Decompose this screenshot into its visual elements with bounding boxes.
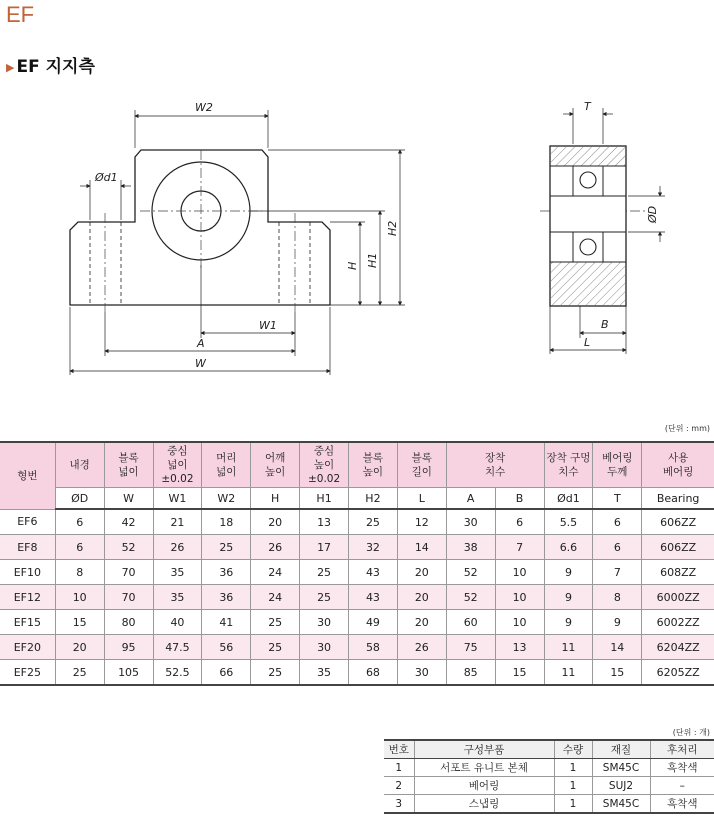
table-cell: 25 bbox=[251, 635, 300, 660]
table-cell: 5.5 bbox=[544, 509, 593, 535]
spec-header-11: 장착 구멍 치수 bbox=[544, 442, 593, 488]
table-cell: 13 bbox=[300, 509, 349, 535]
table-cell: 6 bbox=[55, 535, 104, 560]
table-cell: 41 bbox=[202, 610, 251, 635]
side-view bbox=[550, 146, 626, 306]
dim-label-h: H bbox=[346, 261, 359, 270]
section-title bbox=[6, 52, 95, 77]
table-cell: 70 bbox=[104, 585, 153, 610]
table-cell: 스냅링 bbox=[414, 795, 554, 814]
table-cell: 1 bbox=[554, 759, 592, 777]
section-title-text: EF 지지측 bbox=[16, 57, 95, 77]
spec-subheader-8: L bbox=[397, 488, 446, 510]
spec-header-mount: 장착 치수 bbox=[446, 442, 544, 488]
table-cell: 9 bbox=[593, 610, 642, 635]
spec-header-6: 중심 높이 ±0.02 bbox=[300, 442, 349, 488]
table-cell: 30 bbox=[446, 509, 495, 535]
table-cell: 10 bbox=[55, 585, 104, 610]
table-cell: EF25 bbox=[0, 660, 55, 686]
table-cell: 1 bbox=[384, 759, 414, 777]
spec-subheader-3: W1 bbox=[153, 488, 202, 510]
table-cell: 32 bbox=[349, 535, 398, 560]
table-cell: SM45C bbox=[592, 795, 650, 814]
table-cell: EF6 bbox=[0, 509, 55, 535]
table-cell: 52.5 bbox=[153, 660, 202, 686]
table-cell: 42 bbox=[104, 509, 153, 535]
table-cell: 20 bbox=[397, 585, 446, 610]
dim-label-w2: W2 bbox=[195, 101, 213, 114]
table-cell: 24 bbox=[251, 560, 300, 585]
table-row bbox=[0, 560, 714, 585]
table-cell: 35 bbox=[153, 585, 202, 610]
dim-label-w1: W1 bbox=[259, 319, 277, 332]
parts-header: 후처리 bbox=[650, 740, 714, 759]
table-cell: 40 bbox=[153, 610, 202, 635]
table-row bbox=[0, 509, 714, 535]
spec-header-12: 베어링 두께 bbox=[593, 442, 642, 488]
table-cell: 11 bbox=[544, 635, 593, 660]
spec-header-3: 중심 넓이 ±0.02 bbox=[153, 442, 202, 488]
table-cell: 17 bbox=[300, 535, 349, 560]
table-cell: 15 bbox=[495, 660, 544, 686]
table-cell: 95 bbox=[104, 635, 153, 660]
table-cell: 6 bbox=[593, 509, 642, 535]
table-cell: 68 bbox=[349, 660, 398, 686]
table-cell: 20 bbox=[397, 560, 446, 585]
spec-subheader-10: B bbox=[495, 488, 544, 510]
table-cell: 6000ZZ bbox=[642, 585, 714, 610]
table-cell: 25 bbox=[251, 660, 300, 686]
table-cell: 6205ZZ bbox=[642, 660, 714, 686]
table-cell: 흑착색 bbox=[650, 759, 714, 777]
table-row bbox=[0, 585, 714, 610]
table-cell: 10 bbox=[495, 610, 544, 635]
spec-subheader-4: W2 bbox=[202, 488, 251, 510]
spec-subheader-6: H1 bbox=[300, 488, 349, 510]
spec-subheader-5: H bbox=[251, 488, 300, 510]
table-cell: 49 bbox=[349, 610, 398, 635]
spec-subheader-12: T bbox=[593, 488, 642, 510]
spec-subheader-7: H2 bbox=[349, 488, 398, 510]
table-cell: 606ZZ bbox=[642, 535, 714, 560]
table-cell: 10 bbox=[495, 560, 544, 585]
table-cell: EF12 bbox=[0, 585, 55, 610]
table-cell: 608ZZ bbox=[642, 560, 714, 585]
table-cell: 9 bbox=[544, 560, 593, 585]
unit-label-main: (단위 : mm) bbox=[664, 424, 710, 433]
dim-label-w: W bbox=[195, 357, 206, 370]
parts-header: 번호 bbox=[384, 740, 414, 759]
table-row bbox=[0, 535, 714, 560]
dim-label-l: L bbox=[584, 336, 591, 349]
table-cell: 6 bbox=[593, 535, 642, 560]
dim-label-h2: H2 bbox=[386, 220, 399, 236]
spec-header-2: 블록 넓이 bbox=[104, 442, 153, 488]
spec-header-7: 블록 높이 bbox=[349, 442, 398, 488]
table-cell: 3 bbox=[384, 795, 414, 814]
table-cell: 11 bbox=[544, 660, 593, 686]
table-cell: 20 bbox=[251, 509, 300, 535]
table-cell: EF20 bbox=[0, 635, 55, 660]
table-row bbox=[384, 777, 714, 795]
table-cell: 6 bbox=[55, 509, 104, 535]
spec-subheader-1: ØD bbox=[55, 488, 104, 510]
table-cell: 20 bbox=[397, 610, 446, 635]
table-cell: 30 bbox=[300, 635, 349, 660]
table-cell: 1 bbox=[554, 795, 592, 814]
table-row bbox=[0, 610, 714, 635]
table-cell: 13 bbox=[495, 635, 544, 660]
table-cell: 26 bbox=[153, 535, 202, 560]
table-row bbox=[384, 795, 714, 814]
table-row bbox=[0, 635, 714, 660]
table-cell: 80 bbox=[104, 610, 153, 635]
table-cell: 52 bbox=[446, 585, 495, 610]
spec-header-13: 사용 베어링 bbox=[642, 442, 714, 488]
table-cell: 52 bbox=[446, 560, 495, 585]
table-cell: 8 bbox=[55, 560, 104, 585]
spec-header-1: 내경 bbox=[55, 442, 104, 488]
technical-drawing bbox=[0, 90, 714, 390]
page-title: EF bbox=[6, 2, 35, 27]
table-cell: 25 bbox=[251, 610, 300, 635]
spec-table bbox=[0, 441, 714, 686]
parts-header: 재질 bbox=[592, 740, 650, 759]
table-cell: 2 bbox=[384, 777, 414, 795]
table-cell: 56 bbox=[202, 635, 251, 660]
table-cell: 7 bbox=[495, 535, 544, 560]
table-cell: 606ZZ bbox=[642, 509, 714, 535]
table-cell: 30 bbox=[300, 610, 349, 635]
table-cell: EF10 bbox=[0, 560, 55, 585]
table-cell: 47.5 bbox=[153, 635, 202, 660]
triangle-bullet-icon: ▶ bbox=[6, 60, 15, 74]
parts-table bbox=[384, 739, 714, 814]
spec-subheader-11: Ød1 bbox=[544, 488, 593, 510]
table-cell: 6002ZZ bbox=[642, 610, 714, 635]
table-cell: SM45C bbox=[592, 759, 650, 777]
table-cell: 75 bbox=[446, 635, 495, 660]
table-cell: – bbox=[650, 777, 714, 795]
table-cell: 18 bbox=[202, 509, 251, 535]
table-cell: 20 bbox=[55, 635, 104, 660]
table-cell: 36 bbox=[202, 560, 251, 585]
table-cell: 85 bbox=[446, 660, 495, 686]
table-cell: EF8 bbox=[0, 535, 55, 560]
table-cell: 52 bbox=[104, 535, 153, 560]
spec-header-8: 블록 길이 bbox=[397, 442, 446, 488]
table-cell: 흑착색 bbox=[650, 795, 714, 814]
table-cell: 21 bbox=[153, 509, 202, 535]
table-cell: 35 bbox=[300, 660, 349, 686]
table-cell: 25 bbox=[349, 509, 398, 535]
table-cell: 7 bbox=[593, 560, 642, 585]
table-cell: 58 bbox=[349, 635, 398, 660]
table-cell: 6 bbox=[495, 509, 544, 535]
spec-header-4: 머리 넓이 bbox=[202, 442, 251, 488]
parts-header: 구성부품 bbox=[414, 740, 554, 759]
table-cell: 25 bbox=[300, 585, 349, 610]
table-cell: 25 bbox=[55, 660, 104, 686]
table-cell: 36 bbox=[202, 585, 251, 610]
table-cell: 9 bbox=[544, 585, 593, 610]
table-cell: 14 bbox=[593, 635, 642, 660]
table-cell: 25 bbox=[300, 560, 349, 585]
table-cell: 30 bbox=[397, 660, 446, 686]
table-cell: 12 bbox=[397, 509, 446, 535]
dim-label-t: T bbox=[584, 100, 591, 113]
table-cell: 서포트 유니트 본체 bbox=[414, 759, 554, 777]
table-cell: 26 bbox=[397, 635, 446, 660]
table-cell: 1 bbox=[554, 777, 592, 795]
table-cell: 66 bbox=[202, 660, 251, 686]
table-cell: 43 bbox=[349, 560, 398, 585]
spec-header-5: 어깨 높이 bbox=[251, 442, 300, 488]
table-cell: 43 bbox=[349, 585, 398, 610]
spec-subheader-9: A bbox=[446, 488, 495, 510]
table-cell: 105 bbox=[104, 660, 153, 686]
table-cell: 25 bbox=[202, 535, 251, 560]
table-cell: SUJ2 bbox=[592, 777, 650, 795]
dim-label-d1: Ød1 bbox=[95, 171, 118, 184]
table-cell: 24 bbox=[251, 585, 300, 610]
table-cell: 15 bbox=[55, 610, 104, 635]
table-cell: 15 bbox=[593, 660, 642, 686]
unit-label-parts: (단위 : 개) bbox=[672, 728, 710, 737]
table-row bbox=[0, 660, 714, 686]
table-cell: EF15 bbox=[0, 610, 55, 635]
table-cell: 26 bbox=[251, 535, 300, 560]
spec-subheader-2: W bbox=[104, 488, 153, 510]
table-cell: 14 bbox=[397, 535, 446, 560]
table-cell: 38 bbox=[446, 535, 495, 560]
table-cell: 9 bbox=[544, 610, 593, 635]
table-cell: 60 bbox=[446, 610, 495, 635]
parts-header: 수량 bbox=[554, 740, 592, 759]
table-cell: 베어링 bbox=[414, 777, 554, 795]
spec-subheader-13: Bearing bbox=[642, 488, 714, 510]
dim-label-h1: H1 bbox=[366, 252, 379, 268]
table-cell: 6.6 bbox=[544, 535, 593, 560]
table-cell: 8 bbox=[593, 585, 642, 610]
dim-label-b: B bbox=[601, 318, 609, 331]
table-cell: 70 bbox=[104, 560, 153, 585]
table-cell: 35 bbox=[153, 560, 202, 585]
spec-header-model: 형번 bbox=[0, 442, 55, 509]
table-cell: 6204ZZ bbox=[642, 635, 714, 660]
table-row bbox=[384, 759, 714, 777]
table-cell: 10 bbox=[495, 585, 544, 610]
dim-label-od: ØD bbox=[646, 205, 659, 223]
dim-label-a: A bbox=[197, 337, 205, 350]
